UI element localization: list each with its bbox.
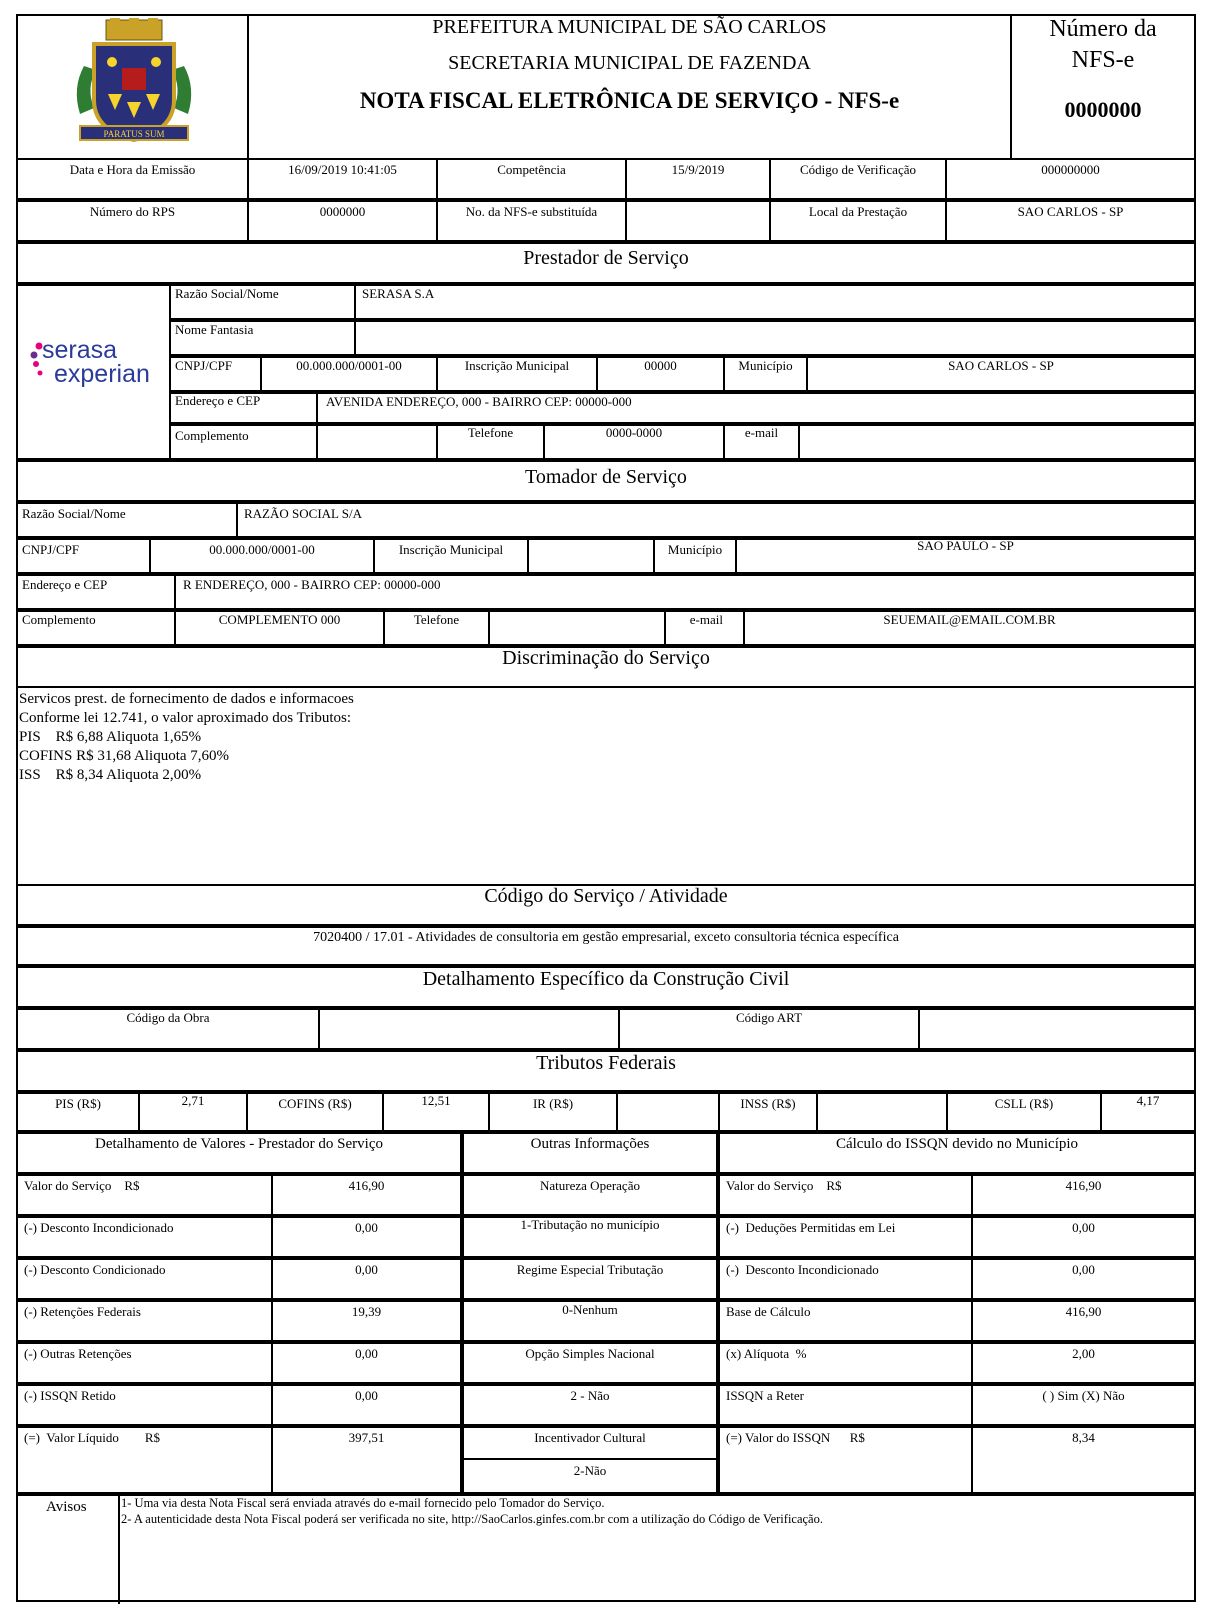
valores-row-value: 0,00 (355, 1220, 378, 1235)
local-value: SAO CARLOS - SP (1017, 204, 1124, 219)
tom-razao-value-cell (236, 502, 1196, 538)
serasa-logo (30, 338, 170, 398)
rps-label: Número do RPS (89, 204, 176, 219)
discriminacao-title: Discriminação do Serviço (502, 647, 710, 669)
tomador-title: Tomador de Serviço (525, 466, 687, 488)
rps-value: 0000000 (319, 204, 366, 219)
prest-municipio-label: Município (738, 358, 793, 373)
codigo-value: 7020400 / 17.01 - Atividades de consultoria em gestão empresarial, exceto consultoria técnica específica (313, 930, 899, 945)
outras-row-text: Opção Simples Nacional (525, 1346, 655, 1361)
substituida-value-cell (625, 200, 771, 242)
construcao-title: Detalhamento Específico da Construção Civil (422, 968, 790, 990)
prest-cnpj-label: CNPJ/CPF (175, 358, 233, 373)
avisos-line-1: 1- Uma via desta Nota Fiscal será enviada através do e-mail fornecido pelo Tomador do Serviço. (121, 1496, 605, 1510)
tom-cnpj-value: 00.000.000/0001-00 (209, 542, 315, 557)
valores-row-value: 397,51 (348, 1430, 385, 1445)
valores-row-label: (-) ISSQN Retido (24, 1388, 116, 1403)
csll-label: CSLL (R$) (994, 1096, 1054, 1111)
cofins-label: COFINS (R$) (278, 1096, 352, 1111)
prest-email-label: e-mail (744, 425, 779, 440)
valores-row-label: Valor do Serviço R$ (24, 1178, 140, 1193)
tom-telefone-label: Telefone (413, 612, 460, 627)
verificacao-label: Código de Verificação (800, 162, 916, 177)
competencia-label: Competência (497, 162, 566, 177)
tom-endereco-label: Endereço e CEP (22, 577, 108, 592)
experian-logo-word: experian (54, 360, 150, 388)
tom-endereco-value: R ENDEREÇO, 000 - BAIRRO CEP: 00000-000 (183, 577, 441, 592)
prest-endereco-label: Endereço e CEP (175, 393, 261, 408)
valores-row-label: (=) Valor Líquido R$ (24, 1430, 160, 1445)
prest-telefone-label: Telefone (467, 425, 514, 440)
issqn-title: Cálculo do ISSQN devido no Município (835, 1136, 1079, 1152)
inss-value-cell (816, 1092, 948, 1132)
csll-value: 4,17 (1136, 1093, 1160, 1108)
tom-email-value: SEUEMAIL@EMAIL.COM.BR (883, 612, 1056, 627)
prest-razao-value-cell (354, 284, 1196, 320)
issqn-row-value: 2,00 (1072, 1346, 1095, 1361)
outras-row-text: 2 - Não (570, 1388, 610, 1403)
discriminacao-line-3: PIS R$ 6,88 Aliquota 1,65% (19, 729, 202, 745)
outras-row-text: 2-Não (573, 1463, 607, 1478)
outras-row-text: Natureza Operação (540, 1178, 640, 1193)
avisos-line-2: 2- A autenticidade desta Nota Fiscal poderá ser verificada no site, http://SaoCarlos.ginfes.com.br com a utilização do Código de Verificação. (121, 1512, 823, 1526)
obra-value-cell (318, 1008, 620, 1050)
cofins-value: 12,51 (421, 1093, 451, 1108)
outras-title: Outras Informações (530, 1136, 650, 1152)
prest-telefone-value: 0000-0000 (605, 425, 663, 440)
valores-row-value: 0,00 (355, 1388, 378, 1403)
issqn-row-value: 0,00 (1072, 1220, 1095, 1235)
prest-fantasia-label: Nome Fantasia (175, 322, 254, 337)
valores-row-label: (-) Desconto Condicionado (24, 1262, 166, 1277)
tributos-title: Tributos Federais (536, 1052, 676, 1074)
prest-complemento-label: Complemento (175, 428, 249, 443)
pis-value: 2,71 (181, 1093, 205, 1108)
issqn-row-value: 416,90 (1065, 1178, 1102, 1193)
avisos-divider (118, 1494, 120, 1604)
prestador-title: Prestador de Serviço (523, 247, 689, 269)
outras-row-text: 1-Tributação no município (520, 1217, 660, 1232)
issqn-row-label: (x) Alíquota % (726, 1346, 807, 1361)
emissao-value: 16/09/2019 10:41:05 (288, 162, 397, 177)
issqn-row-label: (=) Valor do ISSQN R$ (726, 1430, 865, 1445)
numero-value: 0000000 (1064, 97, 1142, 122)
numero-label-1: Número da (1049, 16, 1157, 42)
issqn-row-label: Valor do Serviço R$ (726, 1178, 842, 1193)
valores-row-label: (-) Desconto Incondicionado (24, 1220, 174, 1235)
avisos-label: Avisos (46, 1499, 87, 1515)
tom-email-label: e-mail (689, 612, 723, 627)
tom-razao-value: RAZÃO SOCIAL S/A (244, 506, 362, 521)
issqn-row-value: 416,90 (1065, 1304, 1102, 1319)
outras-row-text: Incentivador Cultural (534, 1430, 646, 1445)
valores-row-label: (-) Outras Retenções (24, 1346, 132, 1361)
issqn-row-label: Base de Cálculo (726, 1304, 811, 1319)
outras-row-text: 0-Nenhum (562, 1302, 618, 1317)
valores-row-label: (-) Retenções Federais (24, 1304, 141, 1319)
codigo-title: Código do Serviço / Atividade (484, 885, 728, 907)
issqn-row-label: (-) Desconto Incondicionado (726, 1262, 879, 1277)
prest-razao-label: Razão Social/Nome (175, 286, 279, 301)
prest-inscricao-label: Inscrição Municipal (464, 358, 570, 373)
issqn-row-label: ISSQN a Reter (726, 1388, 804, 1403)
ir-label: IR (R$) (532, 1096, 574, 1111)
header-nfse-title: NOTA FISCAL ELETRÔNICA DE SERVIÇO - NFS-e (359, 88, 900, 113)
local-label: Local da Prestação (808, 204, 908, 219)
tom-inscricao-value-cell (527, 538, 655, 574)
valores-row-value: 0,00 (355, 1346, 378, 1361)
tom-cnpj-label: CNPJ/CPF (22, 542, 80, 557)
competencia-value: 15/9/2019 (671, 162, 725, 177)
obra-label: Código da Obra (126, 1010, 210, 1025)
discriminacao-line-1: Servicos prest. de fornecimento de dados e informacoes (19, 691, 354, 707)
valores-row-value: 416,90 (348, 1178, 385, 1193)
serasa-logo-word: serasa (42, 336, 118, 364)
prest-inscricao-value: 00000 (644, 358, 677, 373)
substituida-label: No. da NFS-e substituída (465, 204, 598, 219)
art-value-cell (918, 1008, 1196, 1050)
coat-motto-text: PARATUS SUM (103, 129, 165, 139)
tom-municipio-value: SAO PAULO - SP (917, 538, 1014, 553)
art-label: Código ART (735, 1010, 803, 1025)
prest-cnpj-value: 00.000.000/0001-00 (296, 358, 402, 373)
prest-razao-value: SERASA S.A (362, 286, 435, 301)
valores-row-value: 0,00 (355, 1262, 378, 1277)
pis-label: PIS (R$) (55, 1096, 101, 1111)
coat-of-arms-icon (66, 18, 202, 154)
issqn-row-value: 0,00 (1072, 1262, 1095, 1277)
issqn-row-value: 8,34 (1072, 1430, 1095, 1445)
header-secretaria: SECRETARIA MUNICIPAL DE FAZENDA (448, 52, 811, 74)
valores-title: Detalhamento de Valores - Prestador do Serviço (95, 1136, 383, 1152)
valores-row-value: 19,39 (351, 1304, 382, 1319)
numero-label-2: NFS-e (1071, 47, 1135, 73)
prest-fantasia-value-cell (354, 320, 1196, 356)
discriminacao-line-5: ISS R$ 8,34 Aliquota 2,00% (19, 767, 202, 783)
tom-complemento-value: COMPLEMENTO 000 (218, 612, 341, 627)
outras-row-text: Regime Especial Tributação (516, 1262, 664, 1277)
header-prefeitura: PREFEITURA MUNICIPAL DE SÃO CARLOS (432, 16, 827, 38)
verificacao-value: 000000000 (1041, 162, 1100, 177)
ir-value-cell (616, 1092, 720, 1132)
issqn-row-label: (-) Deduções Permitidas em Lei (726, 1220, 896, 1235)
discriminacao-line-4: COFINS R$ 31,68 Aliquota 7,60% (19, 748, 230, 764)
tom-municipio-label: Município (667, 542, 723, 557)
prest-complemento-value-cell (316, 424, 438, 460)
prest-municipio-value: SAO CARLOS - SP (948, 358, 1054, 373)
tom-razao-label: Razão Social/Nome (22, 506, 126, 521)
emissao-label: Data e Hora da Emissão (69, 162, 196, 177)
prest-endereco-value: AVENIDA ENDEREÇO, 000 - BAIRRO CEP: 00000-000 (326, 394, 632, 409)
tom-telefone-value-cell (488, 610, 666, 646)
tom-inscricao-label: Inscrição Municipal (398, 542, 504, 557)
inss-label: INSS (R$) (740, 1096, 796, 1111)
discriminacao-line-2: Conforme lei 12.741, o valor aproximado dos Tributos: (19, 710, 352, 726)
tom-complemento-label: Complemento (22, 612, 96, 627)
prest-email-value-cell (798, 424, 1196, 460)
issqn-row-value: ( ) Sim (X) Não (1042, 1388, 1125, 1403)
